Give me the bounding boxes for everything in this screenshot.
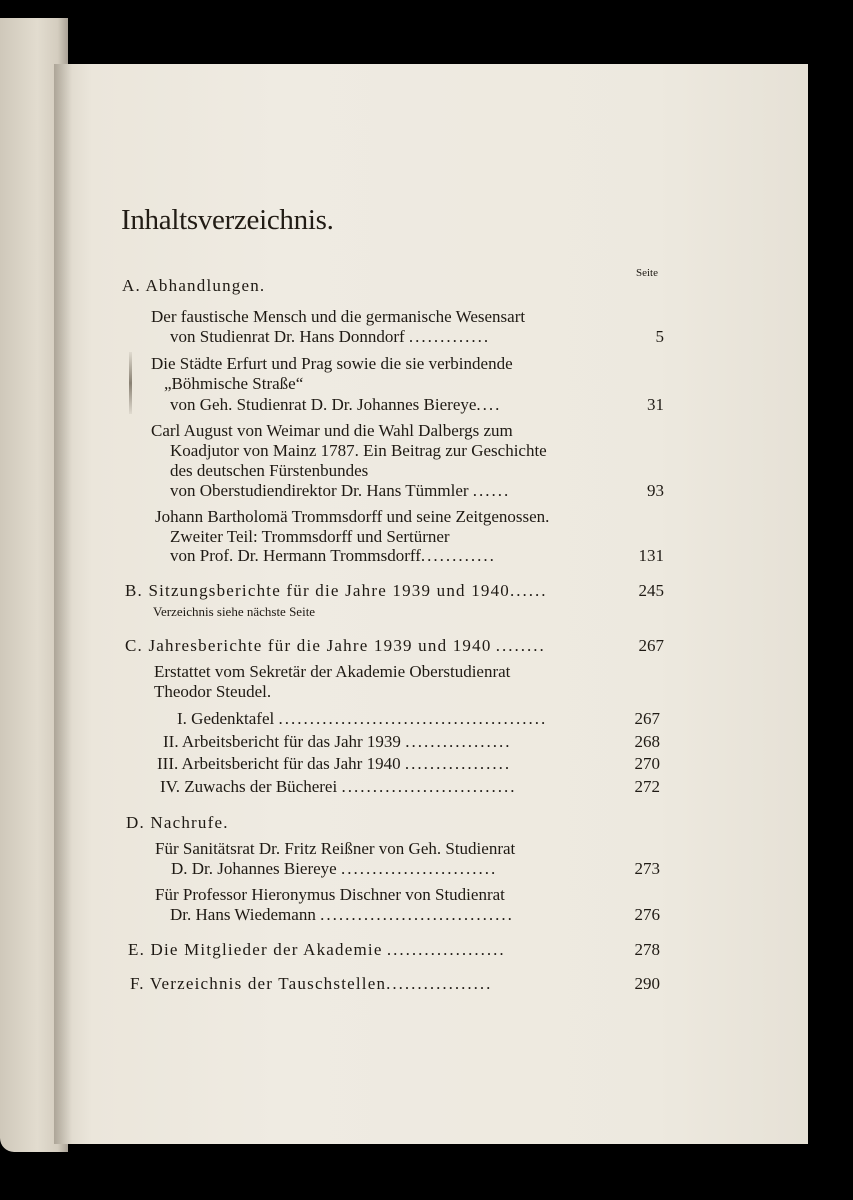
- section-c-heading: C. Jahresberichte für die Jahre 1939 und 1940 ........: [125, 636, 546, 655]
- toc-subitem: III. Arbeitsbericht für das Jahr 1940 .................: [157, 754, 512, 773]
- section-b-note: Verzeichnis siehe nächste Seite: [153, 604, 316, 619]
- leader-dots: ......: [472, 481, 511, 500]
- leader-dots: ........: [495, 636, 546, 655]
- page-number: 268: [634, 732, 660, 751]
- section-d-heading: D. Nachrufe.: [126, 813, 229, 832]
- page-number: 31: [647, 395, 664, 414]
- leader-dots: .................: [405, 732, 512, 751]
- toc-subitem: IV. Zuwachs der Bücherei ............................: [160, 777, 517, 796]
- page-number: 5: [655, 327, 664, 346]
- page-number: 267: [638, 636, 664, 655]
- toc-entry-line: von Studienrat Dr. Hans Donndorf .............: [170, 327, 491, 346]
- toc-entry-line: Für Professor Hieronymus Dischner von Studienrat: [155, 885, 505, 904]
- toc-entry-line: Zweiter Teil: Trommsdorff und Sertürner: [170, 527, 450, 546]
- page-number: 278: [634, 940, 660, 959]
- toc-entry-line: Der faustische Mensch und die germanische Wesensart: [151, 307, 526, 326]
- page-number: 273: [634, 859, 660, 878]
- leader-dots: .................: [386, 974, 493, 993]
- toc-entry-line: D. Dr. Johannes Biereye .........................: [171, 859, 498, 878]
- toc-entry-line: Johann Bartholomä Trommsdorff und seine Zeitgenossen.: [155, 507, 550, 526]
- page-title: Inhaltsverzeichnis.: [121, 204, 334, 236]
- leader-dots: .........................: [340, 859, 498, 878]
- pencil-margin-mark: [129, 352, 132, 414]
- section-a-heading: A. Abhandlungen.: [122, 276, 266, 295]
- leader-dots: ......: [510, 581, 548, 600]
- section-b-heading: B. Sitzungsberichte für die Jahre 1939 und 1940......: [125, 581, 548, 600]
- leader-dots: .............: [408, 327, 491, 346]
- section-c-intro-line: Erstattet vom Sekretär der Akademie Oberstudienrat: [154, 662, 511, 681]
- page-number: 270: [634, 754, 660, 773]
- leader-dots: ...................: [386, 940, 506, 959]
- toc-subitem: I. Gedenktafel ...........................................: [177, 709, 548, 728]
- toc-entry-line: „Böhmische Straße“: [164, 374, 304, 393]
- leader-dots: ....: [476, 395, 502, 414]
- leader-dots: .................: [404, 754, 512, 773]
- toc-entry-line: von Geh. Studienrat D. Dr. Johannes Biereye....: [170, 395, 502, 414]
- page-column-label: Seite: [636, 267, 658, 279]
- leader-dots: ............................: [341, 777, 517, 796]
- section-c-intro-line: Theodor Steudel.: [154, 682, 272, 701]
- toc-entry-line: Koadjutor von Mainz 1787. Ein Beitrag zur Geschichte: [170, 441, 547, 460]
- section-e-heading: E. Die Mitglieder der Akademie ...................: [128, 940, 506, 959]
- page-number: 131: [638, 546, 664, 565]
- page-number: 272: [634, 777, 660, 796]
- page-number: 276: [634, 905, 660, 924]
- toc-entry-line: des deutschen Fürstenbundes: [170, 461, 369, 480]
- toc-entry-line: von Oberstudiendirektor Dr. Hans Tümmler ......: [170, 481, 511, 500]
- page-number: 290: [634, 974, 660, 993]
- page-number: 267: [634, 709, 660, 728]
- page-number: 93: [647, 481, 664, 500]
- toc-subitem: II. Arbeitsbericht für das Jahr 1939 .................: [163, 732, 512, 751]
- page-gutter-shadow: [54, 64, 72, 1144]
- leader-dots: ...........................................: [278, 709, 548, 728]
- toc-entry-line: Carl August von Weimar und die Wahl Dalbergs zum: [151, 421, 513, 440]
- toc-entry-line: Die Städte Erfurt und Prag sowie die sie verbindende: [151, 354, 513, 373]
- section-f-heading: F. Verzeichnis der Tauschstellen.................: [130, 974, 493, 993]
- leader-dots: ...............................: [320, 905, 514, 924]
- toc-entry-line: Dr. Hans Wiedemann ...............................: [170, 905, 514, 924]
- toc-entry-line: von Prof. Dr. Hermann Trommsdorff............: [170, 546, 496, 565]
- page-number: 245: [638, 581, 664, 600]
- leader-dots: ............: [420, 546, 496, 565]
- toc-entry-line: Für Sanitätsrat Dr. Fritz Reißner von Geh. Studienrat: [155, 839, 516, 858]
